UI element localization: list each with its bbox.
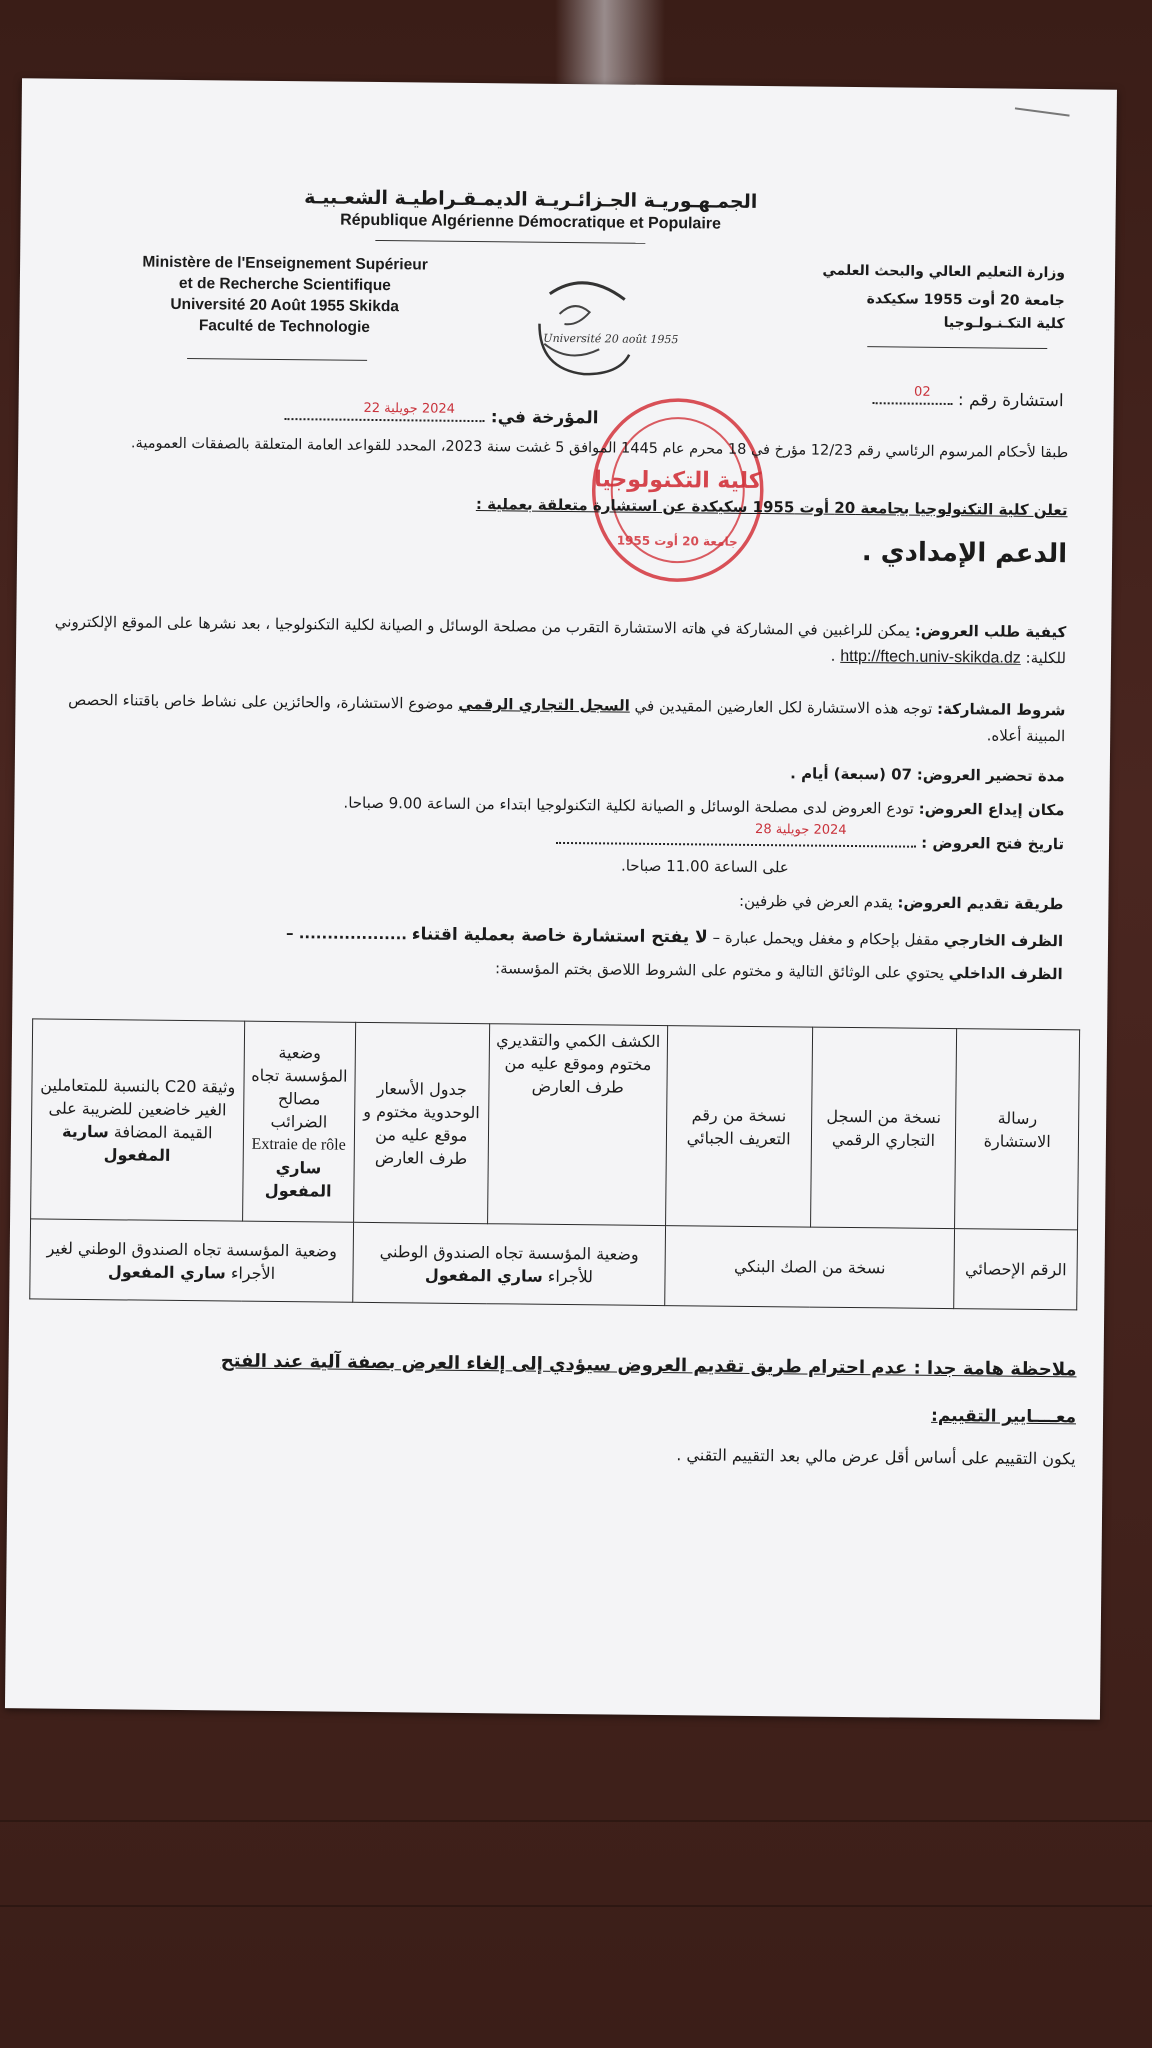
doc-quantity-estimate: الكشف الكمي والتقديري مختوم وموقع عليه من طرف العارض bbox=[487, 1024, 667, 1226]
doc-casnos bbox=[30, 1219, 354, 1302]
stamp-line2: جامعة 20 أوت 1955 bbox=[616, 533, 738, 549]
deposit-text: تودع العروض لدى مصلحة الوسائل و الصيانة لكلية التكنولوجيا ابتداء من الساعة 9.00 صباحا. bbox=[343, 793, 914, 818]
doc-commercial-register: نسخة من السجل التجاري الرقمي bbox=[810, 1027, 957, 1229]
university-fr: Université 20 Août 1955 Skikda bbox=[170, 295, 400, 316]
consultation-date-handwritten: 2024 جويلية 22 bbox=[363, 400, 456, 417]
doc-cnas bbox=[353, 1222, 666, 1305]
criteria-text: يكون التقييم على أساس أقل عرض مالي بعد التقييم التقني . bbox=[676, 1445, 1076, 1469]
submission-text: يقدم العرض في ظرفين: bbox=[738, 891, 893, 912]
header-rule bbox=[375, 240, 645, 244]
faculty-fr: Faculté de Technologie bbox=[198, 317, 371, 336]
outer-envelope-label: الظرف الخارجي bbox=[943, 930, 1064, 951]
institution-fr bbox=[119, 251, 450, 338]
consultation-date-dots bbox=[285, 400, 485, 422]
outer-envelope-text: مقفل بإحكام و مغفل ويحمل عبارة – bbox=[712, 928, 940, 949]
conditions-label: شروط المشاركة: bbox=[936, 699, 1066, 720]
light-glare bbox=[555, 0, 665, 85]
consultation-number-label: استشارة رقم : bbox=[957, 390, 1064, 412]
doc-casnos-text: وضعية المؤسسة تجاه الصندوق الوطني لغير الأجراء bbox=[46, 1238, 338, 1283]
opening-time: على الساعة 11.00 صباحا. bbox=[620, 856, 789, 877]
prep-duration-line bbox=[45, 757, 1065, 786]
doc-bank-cheque: نسخة من الصك البنكي bbox=[665, 1226, 955, 1309]
ministry-fr-line1: Ministère de l'Enseignement Supérieur bbox=[142, 253, 428, 274]
university-ar: جامعة 20 أوت 1955 سكيكدة bbox=[866, 291, 1065, 310]
decree-paragraph: طبقا لأحكام المرسوم الرئاسي رقم 12/23 مؤرخ في 18 محرم عام 1445 الموافق 5 غشت سنة 2023، المحدد للقواعد العامة المتعلقة بالصفقات العمومية. bbox=[130, 435, 1069, 462]
important-note: ملاحظة هامة جدا : عدم احترام طريق تقديم العروض سيؤدي إلى إلغاء العرض بصفة آلية عند الفتح bbox=[220, 1350, 1077, 1381]
doc-cnas-text: وضعية المؤسسة تجاه الصندوق الوطني للأجراء bbox=[379, 1241, 639, 1286]
consultation-number-dots bbox=[873, 384, 953, 405]
consultation-date-label: المؤرخة في: bbox=[490, 407, 599, 429]
right-rule bbox=[867, 346, 1047, 349]
doc-c20-valid: سارية المفعول bbox=[61, 1121, 171, 1165]
conditions-paragraph bbox=[45, 687, 1065, 750]
opening-label: تاريخ فتح العروض : bbox=[921, 833, 1065, 854]
doc-tax-status-valid: ساري المفعول bbox=[264, 1157, 332, 1201]
documents-table bbox=[29, 1018, 1080, 1310]
announce-line: تعلن كلية التكنولوجيا بجامعة 20 أوت 1955 سكيكدة عن استشارة متعلقة بعملية : bbox=[475, 495, 1068, 520]
prep-duration-label: مدة تحضير العروض: bbox=[916, 765, 1065, 786]
ministry-fr-line2: et de Recherche Scientifique bbox=[178, 274, 391, 295]
documents-table-wrap bbox=[29, 1018, 1080, 1325]
ministry-ar: وزارة التعليم العالي والبحث العلمي bbox=[822, 262, 1066, 282]
doc-cnas-valid: ساري المفعول bbox=[424, 1265, 543, 1286]
doc-c20 bbox=[31, 1019, 245, 1221]
prep-duration-value: 07 (سبعة) أيام . bbox=[790, 764, 913, 784]
withdrawal-label: كيفية طلب العروض: bbox=[914, 621, 1067, 642]
faculty-ar: كلية التكـنـولـوجيا bbox=[943, 314, 1065, 333]
submission-line bbox=[43, 885, 1063, 914]
submission-label: طريقة تقديم العروض: bbox=[897, 893, 1064, 914]
republic-title-fr: République Algérienne Démocratique et Populaire bbox=[340, 211, 722, 233]
pen-mark bbox=[1015, 107, 1070, 116]
opening-line bbox=[44, 821, 1065, 854]
website-link[interactable]: http://ftech.univ-skikda.dz bbox=[840, 647, 1021, 667]
university-logo bbox=[529, 274, 679, 385]
inner-envelope-line bbox=[43, 955, 1063, 984]
inner-envelope-label: الظرف الداخلي bbox=[948, 964, 1063, 984]
conditions-text-a: توجه هذه الاستشارة لكل العارضين المقيدين في bbox=[634, 696, 933, 718]
logo-text: Université 20 août 1955 bbox=[543, 331, 679, 347]
outer-envelope-dots: ................... – bbox=[285, 924, 408, 944]
conditions-register: السجل التجاري الرقمي bbox=[458, 694, 630, 715]
outer-envelope-line bbox=[113, 921, 1063, 951]
opening-date-handwritten: 2024 جويلية 28 bbox=[755, 821, 847, 838]
deposit-label: مكان إيداع العروض: bbox=[918, 799, 1065, 820]
left-rule bbox=[187, 358, 367, 361]
deposit-line bbox=[44, 791, 1064, 820]
doc-casnos-valid: ساري المفعول bbox=[107, 1261, 226, 1282]
stamp-line1: كلية التكنولوجيا bbox=[594, 467, 762, 495]
doc-tax-status-fr: Extraie de rôle bbox=[251, 1135, 346, 1154]
conditions-text-c: موضوع الاستشارة، والحائزين على نشاط خاص باقتناء الحصص المبينة أعلاه. bbox=[68, 690, 1066, 746]
withdrawal-paragraph bbox=[46, 609, 1066, 673]
institution-ar bbox=[799, 256, 1065, 333]
withdrawal-text: يمكن للراغبين في المشاركة في هاته الاستشارة التقرب من مصلحة الوسائل و الصيانة لكلية التكنولوجيا ، بعد نشرها على الموقع الإلكتروني للكلية: bbox=[54, 612, 1067, 668]
consultation-date-line bbox=[248, 400, 599, 431]
republic-title-ar: الجمـهـوريـة الجـزائـريـة الديمـقـراطيـة الشعـبيـة bbox=[304, 186, 758, 213]
doc-letter: رسالة الاستشارة bbox=[955, 1029, 1080, 1230]
doc-tax-status bbox=[242, 1021, 355, 1222]
criteria-title: معــــايير التقييم: bbox=[930, 1405, 1077, 1428]
doc-unit-prices: جدول الأسعار الوحدوية مختوم و موقع عليه من طرف العارض bbox=[354, 1022, 490, 1223]
opening-date-dots bbox=[556, 821, 916, 848]
withdrawal-end: . bbox=[830, 646, 836, 665]
doc-statistical-number: الرقم الإحصائي bbox=[954, 1229, 1077, 1310]
outer-envelope-bold: لا يفتح استشارة خاصة بعملية اقتناء bbox=[411, 924, 708, 948]
doc-tax-id: نسخة من رقم التعريف الجبائي bbox=[665, 1026, 812, 1228]
doc-c20-text: وثيقة C20 بالنسبة للمتعاملين الغير خاضعين للضريبة على القيمة المضافة bbox=[40, 1075, 236, 1142]
inner-envelope-text: يحتوي على الوثائق التالية و مختوم على الشروط اللاصق بختم المؤسسة: bbox=[494, 959, 944, 982]
operation-title: الدعم الإمدادي . bbox=[861, 537, 1068, 570]
doc-tax-status-text: وضعية المؤسسة تجاه مصالح الضرائب bbox=[251, 1043, 348, 1132]
consultation-number-handwritten: 02 bbox=[914, 384, 931, 400]
document-page bbox=[5, 78, 1117, 1719]
